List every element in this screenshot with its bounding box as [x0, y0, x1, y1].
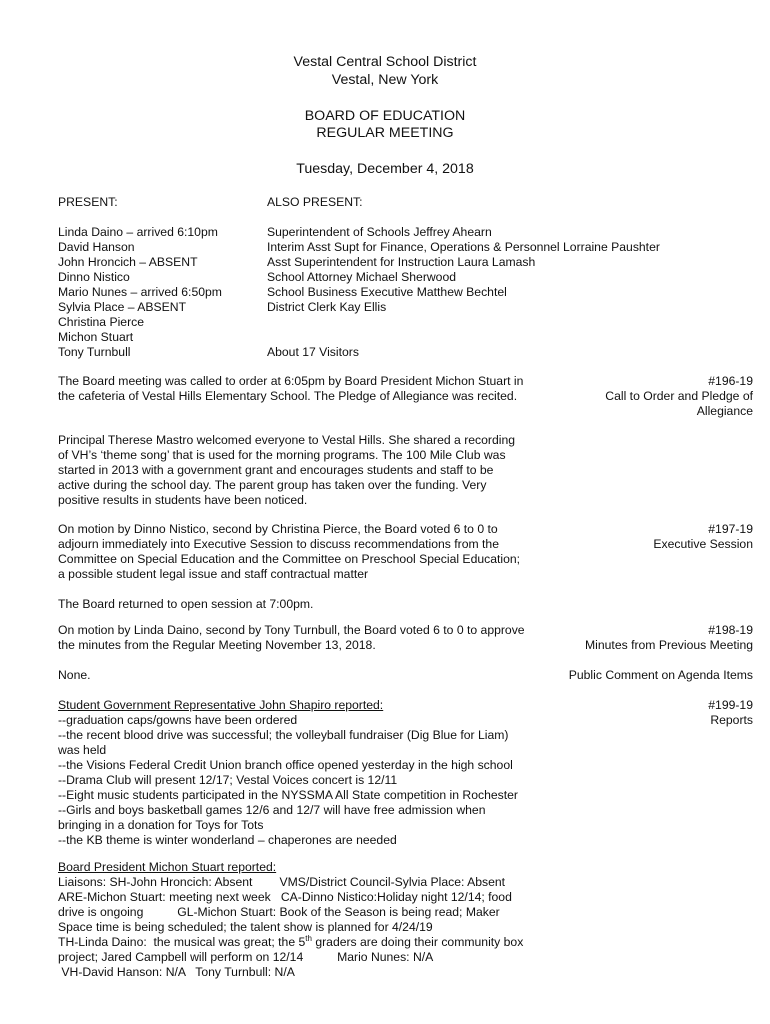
- report-line: Liaisons: SH-John Hroncich: Absent VMS/District Council-Sylvia Place: Absent: [58, 875, 506, 889]
- also-present-label: ALSO PRESENT:: [267, 195, 363, 209]
- resolution-number: #196-19: [708, 374, 753, 388]
- meeting-date: Tuesday, December 4, 2018: [296, 161, 474, 177]
- minutes-margin: [555, 623, 753, 653]
- resolution-number: #199-19: [708, 698, 753, 712]
- resolution-number: #198-19: [708, 623, 753, 637]
- report-line: --the Visions Federal Credit Union branch office opened yesterday in the high school: [58, 758, 513, 772]
- report-line: project; Jared Campbell will perform on 12/14 Mario Nunes: N/A: [58, 950, 434, 964]
- report-line: --Drama Club will present 12/17; Vestal Voices concert is 12/11: [58, 773, 398, 787]
- paragraph-line: The Board meeting was called to order at 6:05pm by Board President Michon Stuart in: [58, 374, 524, 388]
- paragraph-line: a possible student legal issue and staff contractual matter: [58, 567, 369, 581]
- also-present-member: Superintendent of Schools Jeffrey Ahearn: [267, 225, 492, 239]
- also-present-member: Interim Asst Supt for Finance, Operations & Personnel Lorraine Paushter: [267, 240, 660, 254]
- paragraph-line: positive results in students have been noticed.: [58, 493, 308, 507]
- executive-session-text: [58, 522, 548, 582]
- also-present-member: School Attorney Michael Sherwood: [267, 270, 457, 284]
- report-line: [58, 935, 548, 950]
- president-report: [58, 860, 548, 980]
- board-title: BOARD OF EDUCATION: [304, 108, 466, 124]
- also-present-member: School Business Executive Matthew Bechtel: [267, 285, 507, 299]
- present-member: Linda Daino – arrived 6:10pm: [58, 225, 218, 239]
- paragraph-line: adjourn immediately into Executive Session to discuss recommendations from the: [58, 537, 499, 551]
- present-member: Mario Nunes – arrived 6:50pm: [58, 285, 222, 299]
- paragraph-line: Principal Therese Mastro welcomed everyone to Vestal Hills. She shared a recording: [58, 433, 516, 447]
- principal-paragraph: [58, 433, 548, 508]
- report-line: --graduation caps/gowns have been ordered: [58, 713, 298, 727]
- report-line: ARE-Michon Stuart: meeting next week CA-Dinno Nistico:Holiday night 12/14; food: [58, 890, 512, 904]
- executive-session-margin: [555, 522, 753, 552]
- present-list: [58, 225, 258, 360]
- also-present-member: Asst Superintendent for Instruction Laura Lamash: [267, 255, 536, 269]
- report-line: bringing in a donation for Toys for Tots: [58, 818, 264, 832]
- resolution-title: Executive Session: [653, 537, 753, 551]
- meeting-type: REGULAR MEETING: [316, 125, 454, 141]
- public-comment-margin: Public Comment on Agenda Items: [568, 668, 753, 682]
- reports-margin: [555, 698, 753, 728]
- report-line: VH-David Hanson: N/A Tony Turnbull: N/A: [58, 965, 295, 979]
- present-member: Tony Turnbull: [58, 345, 131, 359]
- report-line: --Eight music students participated in the NYSSMA All State competition in Rochester: [58, 788, 518, 802]
- resolution-title: Minutes from Previous Meeting: [585, 638, 753, 652]
- present-member: John Hroncich – ABSENT: [58, 255, 198, 269]
- public-comment-text: None.: [58, 668, 91, 682]
- present-member: Michon Stuart: [58, 330, 134, 344]
- resolution-title: Call to Order and Pledge of: [605, 389, 753, 403]
- paragraph-line: started in 2013 with a government grant and encourages students and staff to be: [58, 463, 494, 477]
- present-member: Christina Pierce: [58, 315, 145, 329]
- call-to-order-margin: [555, 374, 753, 419]
- ordinal-superscript: th: [305, 933, 312, 943]
- also-present-list: [267, 225, 747, 315]
- report-line: --the KB theme is winter wonderland – chaperones are needed: [58, 833, 397, 847]
- resolution-title: Reports: [710, 713, 753, 727]
- paragraph-line: active during the school day. The parent group has taken over the funding. Very: [58, 478, 487, 492]
- visitors-count: About 17 Visitors: [267, 345, 359, 359]
- resolution-number: #197-19: [708, 522, 753, 536]
- present-label: PRESENT:: [58, 195, 118, 209]
- president-report-heading: Board President Michon Stuart reported:: [58, 860, 277, 874]
- paragraph-line: of VH’s ‘theme song’ that is used for the morning programs. The 100 Mile Club was: [58, 448, 506, 462]
- report-line: --the recent blood drive was successful; the volleyball fundraiser (Dig Blue for Liam): [58, 728, 509, 742]
- paragraph-line: On motion by Dinno Nistico, second by Christina Pierce, the Board voted 6 to 0 to: [58, 522, 498, 536]
- present-member: David Hanson: [58, 240, 135, 254]
- report-line-prefix: TH-Linda Daino: the musical was great; the 5: [58, 935, 306, 949]
- paragraph-line: the cafeteria of Vestal Hills Elementary School. The Pledge of Allegiance was recited.: [58, 389, 518, 403]
- also-present-member: District Clerk Kay Ellis: [267, 300, 387, 314]
- district-location: Vestal, New York: [331, 72, 439, 88]
- call-to-order-text: [58, 374, 548, 404]
- report-line-suffix: graders are doing their community box: [311, 935, 524, 949]
- student-report: [58, 698, 548, 848]
- minutes-text: [58, 623, 548, 653]
- paragraph-line: the minutes from the Regular Meeting November 13, 2018.: [58, 638, 376, 652]
- paragraph-line: On motion by Linda Daino, second by Tony Turnbull, the Board voted 6 to 0 to approve: [58, 623, 525, 637]
- present-member: Sylvia Place – ABSENT: [58, 300, 187, 314]
- returned-text: The Board returned to open session at 7:00pm.: [58, 597, 314, 611]
- resolution-title: Allegiance: [696, 404, 753, 418]
- report-line: --Girls and boys basketball games 12/6 and 12/7 will have free admission when: [58, 803, 486, 817]
- paragraph-line: Committee on Special Education and the Committee on Preschool Special Education;: [58, 552, 521, 566]
- district-name: Vestal Central School District: [293, 54, 477, 70]
- report-line: was held: [58, 743, 107, 757]
- student-report-heading: Student Government Representative John Shapiro reported:: [58, 698, 384, 712]
- report-line: drive is ongoing GL-Michon Stuart: Book of the Season is being read; Maker: [58, 905, 500, 919]
- report-line: Space time is being scheduled; the talent show is planned for 4/24/19: [58, 920, 433, 934]
- present-member: Dinno Nistico: [58, 270, 130, 284]
